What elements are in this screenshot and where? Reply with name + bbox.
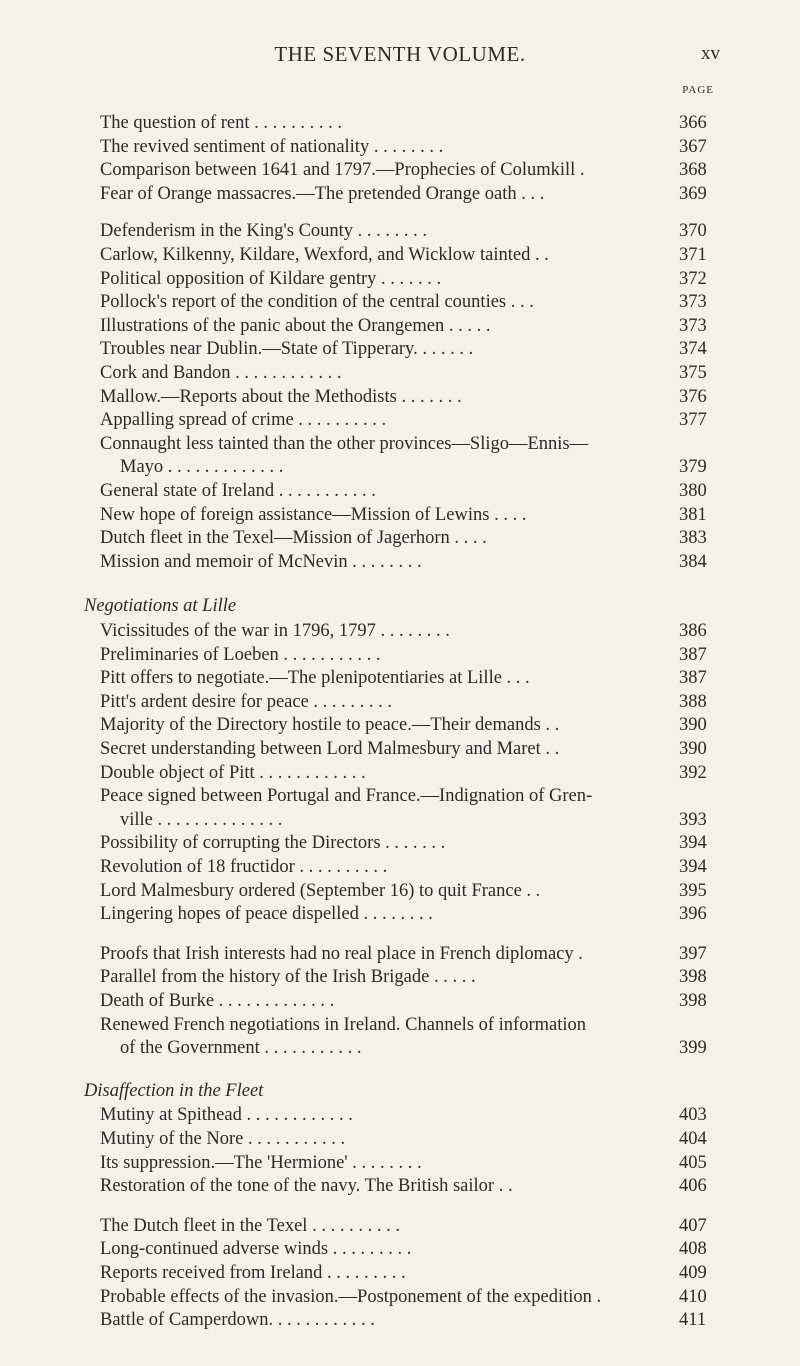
toc-entry-text: Long-continued adverse winds . . . . . . . . .: [100, 1239, 412, 1260]
toc-entry-text: Defenderism in the King's County . . . . . . . .: [100, 221, 428, 242]
toc-entry-text: Vicissitudes of the war in 1796, 1797 . . . . . . . .: [100, 621, 450, 641]
toc-entry-page: 396: [679, 904, 707, 925]
toc-entry-text: Renewed French negotiations in Ireland. Channels of information: [100, 1014, 587, 1035]
toc-entry-page: 411: [679, 1310, 707, 1331]
toc-entry-page: 387: [679, 668, 707, 689]
toc-entry-text: Mayo . . . . . . . . . . . . .: [120, 457, 284, 478]
toc-entry-text: Mission and memoir of McNevin . . . . . . . .: [100, 551, 422, 572]
toc-entry-page: 397: [679, 943, 707, 964]
toc-entry-page: 379: [679, 457, 707, 478]
toc-entry-page: 380: [679, 481, 707, 501]
toc-entry-text: Mallow.—Reports about the Methodists . . . . . . .: [100, 386, 462, 407]
toc-entry-text: Peace signed between Portugal and France.—Indignation of Gren-: [100, 786, 593, 807]
toc-entry-page: 404: [679, 1129, 707, 1149]
toc-entry-text: ville . . . . . . . . . . . . . .: [120, 809, 283, 830]
toc-entry-page: 386: [679, 621, 707, 641]
toc-entry-page: 369: [679, 183, 707, 204]
toc-entry-text: Proofs that Irish interests had no real place in French diplomacy .: [100, 943, 583, 964]
toc-entry-page: 377: [679, 410, 707, 431]
toc-entry-text: Pitt offers to negotiate.—The plenipotentiaries at Lille . . .: [100, 668, 530, 689]
toc-entry-page: 388: [679, 691, 707, 712]
toc-entry-page: 373: [679, 315, 707, 336]
toc-entry-text: Double object of Pitt . . . . . . . . . . . .: [100, 762, 366, 783]
toc-entry-page: 390: [679, 739, 707, 759]
toc-entry-text: Preliminaries of Loeben . . . . . . . . . . .: [100, 644, 381, 665]
toc-entry-text: Majority of the Directory hostile to peace.—Their demands . .: [100, 715, 560, 736]
running-title: THE SEVENTH VOLUME.: [274, 42, 526, 66]
toc-entry-text: Pollock's report of the condition of the central counties . . .: [100, 292, 534, 313]
toc-entry-text: Cork and Bandon . . . . . . . . . . . .: [100, 363, 342, 383]
toc-entry-text: Parallel from the history of the Irish Brigade . . . . .: [100, 967, 476, 988]
toc-entry-page: 395: [679, 880, 707, 901]
toc-entry-page: 376: [679, 386, 707, 407]
toc-entry-page: 398: [679, 991, 707, 1011]
running-header: [0, 42, 800, 72]
toc-entry-text: The revived sentiment of nationality . . . . . . . .: [100, 136, 444, 157]
toc-entry-page: 392: [679, 762, 707, 783]
toc-entry-text: Fear of Orange massacres.—The pretended Orange oath . . .: [100, 183, 545, 204]
toc-entry-text: Political opposition of Kildare gentry . . . . . . .: [100, 268, 442, 289]
toc-entry-text: Lingering hopes of peace dispelled . . . . . . . .: [100, 904, 433, 925]
toc-entry-page: 384: [679, 551, 707, 572]
toc-entry-text: The Dutch fleet in the Texel . . . . . . . . . .: [100, 1215, 400, 1236]
toc-entry-text: Possibility of corrupting the Directors . . . . . . .: [100, 833, 446, 854]
section-heading: Negotiations at Lille: [84, 596, 237, 617]
toc-entry-text: Battle of Camperdown. . . . . . . . . . . .: [100, 1310, 375, 1331]
toc-entry-text: Carlow, Kilkenny, Kildare, Wexford, and Wicklow tainted . .: [100, 245, 549, 265]
toc-entry-page: 403: [679, 1105, 707, 1126]
toc-entry-page: 383: [679, 528, 707, 549]
toc-entry-text: Its suppression.—The 'Hermione' . . . . . . . .: [100, 1152, 422, 1173]
toc-entry-page: 398: [679, 967, 707, 988]
toc-entry-page: 394: [679, 833, 707, 854]
toc-entry-text: Connaught less tainted than the other provinces—Sligo—Ennis—: [100, 433, 589, 454]
toc-entry-page: 366: [679, 113, 707, 133]
toc-entry-page: 405: [679, 1152, 707, 1173]
toc-entry-text: Reports received from Ireland . . . . . . . . .: [100, 1263, 406, 1283]
toc-entry-page: 393: [679, 809, 707, 830]
toc-entry-page: 371: [679, 245, 707, 265]
toc-entry-text: New hope of foreign assistance—Mission of Lewins . . . .: [100, 504, 527, 525]
toc-entry-text: The question of rent . . . . . . . . . .: [100, 113, 342, 133]
toc-entry-text: Restoration of the tone of the navy. The British sailor . .: [100, 1176, 513, 1197]
toc-entry-page: 375: [679, 363, 707, 383]
toc-entry-page: 407: [679, 1215, 707, 1236]
toc-entry-text: Appalling spread of crime . . . . . . . . . .: [100, 410, 387, 431]
toc-entry-text: Pitt's ardent desire for peace . . . . . . . . .: [100, 691, 393, 712]
toc-entry-page: 368: [679, 160, 707, 181]
toc-entry-page: 406: [679, 1176, 707, 1197]
toc-entry-page: 387: [679, 644, 707, 665]
page-number: xv: [701, 43, 720, 64]
toc-entry-page: 381: [679, 504, 707, 525]
toc-entry-text: Death of Burke . . . . . . . . . . . . .: [100, 991, 335, 1011]
toc-entry-page: 390: [679, 715, 707, 736]
toc-entry-page: 408: [679, 1239, 707, 1260]
toc-entry-text: Comparison between 1641 and 1797.—Prophecies of Columkill .: [100, 160, 585, 181]
toc-entry-text: Illustrations of the panic about the Orangemen . . . . .: [100, 315, 491, 336]
toc-entry-text: Lord Malmesbury ordered (September 16) to quit France . .: [100, 880, 541, 901]
toc-entry-page: 409: [679, 1263, 707, 1283]
toc-entry-text: Revolution of 18 fructidor . . . . . . . . . .: [100, 857, 388, 877]
section-heading: Disaffection in the Fleet: [84, 1080, 264, 1101]
toc-entry-text: Troubles near Dublin.—State of Tipperary. . . . . . .: [100, 339, 474, 360]
toc-entry-page: 399: [679, 1038, 707, 1059]
toc-entry-page: 367: [679, 136, 707, 157]
toc-entry-page: 372: [679, 268, 707, 289]
toc-entry-text: Mutiny at Spithead . . . . . . . . . . . .: [100, 1105, 353, 1126]
toc-entry-page: 373: [679, 292, 707, 313]
toc-entry-text: General state of Ireland . . . . . . . . . . .: [100, 481, 376, 501]
toc-entry-text: Secret understanding between Lord Malmesbury and Maret . .: [100, 739, 560, 759]
toc-entry-page: 394: [679, 857, 707, 877]
toc-entry-page: 370: [679, 221, 707, 242]
toc-entry-page: 374: [679, 339, 707, 360]
toc-entry-text: Probable effects of the invasion.—Postponement of the expedition .: [100, 1286, 602, 1307]
toc-entry-text: of the Government . . . . . . . . . . .: [120, 1038, 362, 1059]
toc-entry-text: Mutiny of the Nore . . . . . . . . . . .: [100, 1129, 346, 1149]
toc-entry-page: 410: [679, 1286, 707, 1307]
page-column-label: PAGE: [682, 84, 714, 96]
toc-entry-text: Dutch fleet in the Texel—Mission of Jagerhorn . . . .: [100, 528, 487, 549]
